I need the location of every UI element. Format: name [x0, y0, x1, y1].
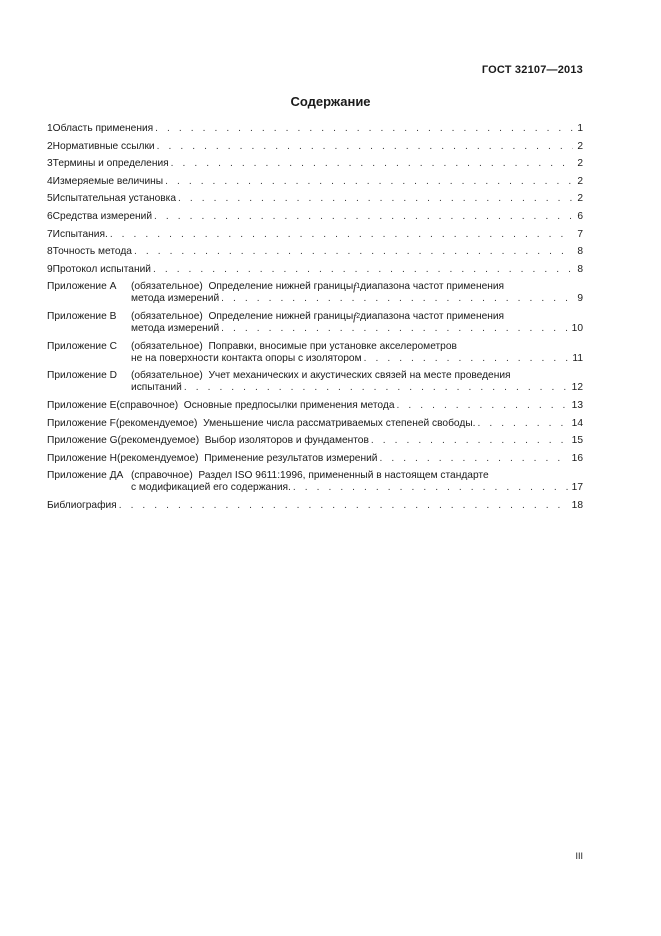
- toc-title: Испытательная установка: [52, 193, 177, 205]
- annex-title-line2: испытаний: [131, 382, 182, 394]
- toc-page: 6: [577, 210, 583, 222]
- frequency-symbol: f: [353, 311, 357, 324]
- dot-leader: [397, 400, 570, 412]
- dot-leader: [221, 293, 573, 305]
- toc-number: 7: [47, 228, 53, 240]
- toc-annex-d[interactable]: [47, 370, 583, 394]
- toc-entry-9[interactable]: [47, 264, 583, 276]
- annex-status: (рекомендуемое): [116, 452, 199, 464]
- dot-leader: [184, 382, 570, 394]
- toc-entry-7[interactable]: [47, 229, 583, 241]
- toc-entry-4[interactable]: [47, 176, 583, 188]
- annex-status: (обязательное): [131, 281, 203, 293]
- annex-label: Приложение С: [47, 340, 117, 352]
- toc-entry-1[interactable]: [47, 123, 583, 135]
- dot-leader: [171, 158, 573, 170]
- toc-number: 8: [47, 246, 53, 258]
- toc-number: 9: [47, 263, 53, 275]
- toc-title: Средства измерений: [52, 210, 153, 222]
- annex-label: Приложение А: [47, 281, 117, 293]
- toc-page: 13: [571, 400, 583, 412]
- dot-leader: [165, 176, 573, 188]
- annex-status: (справочное): [116, 400, 179, 412]
- toc-entry-8[interactable]: [47, 246, 583, 258]
- toc-number: 3: [47, 158, 53, 170]
- toc-page: 17: [571, 482, 583, 494]
- toc-title: Область применения: [52, 123, 154, 134]
- toc-number: 4: [47, 175, 53, 187]
- dot-leader: [293, 482, 570, 494]
- toc-title: Испытания.: [52, 228, 108, 240]
- toc-annex-b[interactable]: [47, 311, 583, 335]
- toc-annex-g[interactable]: [47, 435, 583, 447]
- toc-page: 1: [577, 123, 583, 134]
- dot-leader: [119, 500, 570, 512]
- annex-title: Основные предпосылки применения метода: [183, 400, 395, 412]
- frequency-subscript: 1: [356, 283, 361, 291]
- toc-page: 14: [571, 417, 583, 429]
- annex-title-line2: метода измерений: [131, 323, 220, 335]
- toc-title: Измеряемые величины: [52, 175, 164, 187]
- toc-entry-2[interactable]: [47, 141, 583, 153]
- toc-title: Нормативные ссылки: [52, 140, 155, 152]
- toc-annex-c[interactable]: [47, 341, 583, 365]
- toc-number: 1: [47, 123, 53, 134]
- toc-annex-e[interactable]: [47, 400, 583, 412]
- toc-page: 2: [577, 158, 583, 170]
- dot-leader: [364, 353, 571, 365]
- annex-title-line2: не на поверхности контакта опоры с изолятором: [131, 352, 362, 364]
- dot-leader: [178, 193, 573, 205]
- dot-leader: [134, 246, 573, 258]
- annex-title: Поправки, вносимые при установке акселерометров: [208, 340, 457, 352]
- annex-title: Применение результатов измерений: [204, 452, 378, 464]
- toc-page: 16: [571, 452, 583, 464]
- toc-title: Протокол испытаний: [52, 263, 151, 275]
- toc-annex-h[interactable]: [47, 453, 583, 465]
- dot-leader: [379, 453, 569, 465]
- toc-page: 2: [577, 193, 583, 205]
- annex-status: (справочное): [131, 470, 193, 482]
- toc-title: Библиография: [47, 500, 117, 512]
- annex-label: Приложение Е: [47, 400, 117, 412]
- dot-leader: [110, 229, 573, 241]
- toc-bibliography[interactable]: [47, 500, 583, 512]
- annex-title-line2: с модификацией его содержания.: [131, 482, 291, 494]
- document-id: ГОСТ 32107—2013: [481, 64, 583, 76]
- toc-page: 8: [577, 263, 583, 275]
- annex-status: (обязательное): [131, 311, 203, 323]
- annex-title-line2: метода измерений: [131, 293, 220, 305]
- dot-leader: [221, 323, 570, 335]
- toc-annex-a[interactable]: [47, 281, 583, 305]
- table-of-contents: [47, 123, 583, 518]
- frequency-subscript: 2: [356, 313, 361, 321]
- annex-title-cont: диапазона частот применения: [360, 281, 505, 293]
- annex-status: (обязательное): [131, 370, 203, 382]
- dot-leader: [157, 141, 573, 153]
- annex-title: Определение нижней границы: [208, 311, 354, 323]
- annex-title: Уменьшение числа рассматриваемых степеней свободы.: [203, 417, 476, 429]
- toc-entry-6[interactable]: [47, 211, 583, 223]
- annex-label: Приложение ДА: [47, 470, 124, 482]
- toc-number: 6: [47, 210, 53, 222]
- annex-title: Выбор изоляторов и фундаментов: [204, 435, 369, 447]
- annex-label: Приложение D: [47, 370, 117, 382]
- toc-annex-da[interactable]: [47, 470, 583, 494]
- annex-title: Определение нижней границы: [208, 281, 354, 293]
- toc-page: 2: [577, 175, 583, 187]
- annex-status: (обязательное): [131, 340, 203, 352]
- toc-page: 11: [572, 352, 583, 364]
- toc-entry-5[interactable]: [47, 193, 583, 205]
- toc-page: 18: [571, 500, 583, 512]
- toc-page: 12: [571, 382, 583, 394]
- toc-annex-f[interactable]: [47, 418, 583, 430]
- toc-number: 2: [47, 140, 53, 152]
- annex-title-cont: диапазона частот применения: [360, 311, 505, 323]
- dot-leader: [155, 123, 573, 135]
- dot-leader: [153, 264, 573, 276]
- toc-number: 5: [47, 193, 53, 205]
- dot-leader: [371, 435, 570, 447]
- annex-label: Приложение В: [47, 311, 117, 323]
- toc-page: 7: [577, 228, 583, 240]
- frequency-symbol: f: [353, 281, 357, 294]
- dot-leader: [477, 418, 569, 430]
- annex-label: Приложение Н: [47, 452, 117, 464]
- toc-page: 15: [571, 435, 583, 447]
- toc-page: 9: [577, 293, 583, 305]
- page-title: Содержание: [290, 94, 371, 109]
- toc-title: Термины и определения: [52, 158, 169, 170]
- annex-title: Раздел ISO 9611:1996, примененный в настоящем стандарте: [198, 470, 489, 482]
- toc-page: 8: [577, 246, 583, 258]
- toc-page: 10: [571, 323, 583, 335]
- annex-label: Приложение G: [47, 435, 118, 447]
- toc-title: Точность метода: [52, 246, 132, 258]
- annex-title: Учет механических и акустических связей на месте проведения: [208, 370, 511, 382]
- page-number: III: [575, 851, 583, 861]
- dot-leader: [154, 211, 573, 223]
- annex-status: (рекомендуемое): [117, 435, 200, 447]
- toc-entry-3[interactable]: [47, 158, 583, 170]
- annex-status: (рекомендуемое): [115, 417, 198, 429]
- toc-page: 2: [577, 140, 583, 152]
- annex-label: Приложение F: [47, 417, 116, 429]
